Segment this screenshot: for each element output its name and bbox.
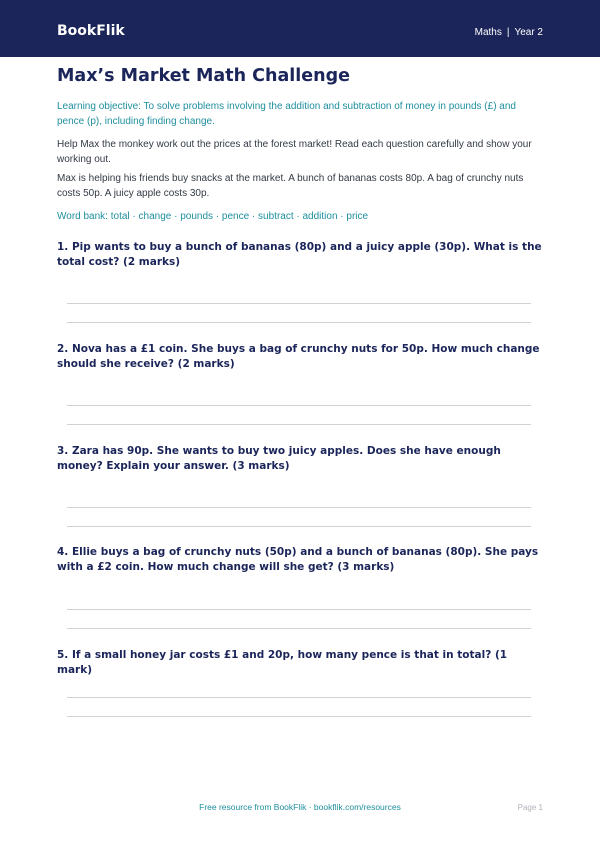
footer-resource-link[interactable]: Free resource from BookFlik · bookflik.com/resources: [199, 802, 401, 812]
scenario-text: Max is helping his friends buy snacks at the market. A bunch of bananas costs 80p. A bag of crunchy nuts costs 50p. A juicy apple costs 30p.: [57, 173, 524, 199]
answer-line[interactable]: [67, 716, 531, 717]
word-bank: Word bank: total · change · pounds · pence · subtract · addition · price: [57, 211, 369, 222]
answer-line[interactable]: [67, 424, 531, 425]
question-3: 3. Zara has 90p. She wants to buy two juicy apples. Does she have enough money? Explain your answer. (3 marks): [57, 445, 501, 472]
question-5: 5. If a small honey jar costs £1 and 20p, how many pence is that in total? (1 mark): [57, 649, 508, 676]
learning-objective: Learning objective: To solve problems involving the addition and subtraction of money in pounds (£) and pence (p), including finding change.: [57, 101, 516, 127]
answer-line[interactable]: [67, 303, 531, 304]
year-label: Year 2: [514, 27, 543, 38]
page-number: Page 1: [517, 803, 543, 812]
intro-text: Help Max the monkey work out the prices at the forest market! Read each question carefully and show your working out.: [57, 139, 532, 165]
page-header: [0, 0, 600, 57]
answer-line[interactable]: [67, 526, 531, 527]
answer-line[interactable]: [67, 322, 531, 323]
subject-year-label: [475, 27, 543, 38]
answer-line[interactable]: [67, 507, 531, 508]
page-title: Max’s Market Math Challenge: [57, 66, 350, 86]
answer-line[interactable]: [67, 697, 531, 698]
question-2: 2. Nova has a £1 coin. She buys a bag of crunchy nuts for 50p. How much change should she receive? (2 marks): [57, 343, 540, 370]
answer-line[interactable]: [67, 405, 531, 406]
answer-line[interactable]: [67, 628, 531, 629]
question-1: 1. Pip wants to buy a bunch of bananas (80p) and a juicy apple (30p). What is the total cost? (2 marks): [57, 241, 542, 268]
subject-label: Maths: [474, 27, 502, 38]
brand-logo[interactable]: BookFlik: [57, 23, 125, 39]
answer-line[interactable]: [67, 609, 531, 610]
header-separator: |: [506, 27, 510, 38]
question-4: 4. Ellie buys a bag of crunchy nuts (50p) and a bunch of bananas (80p). She pays with a £2 coin. How much change will she get? (3 marks): [57, 546, 539, 573]
